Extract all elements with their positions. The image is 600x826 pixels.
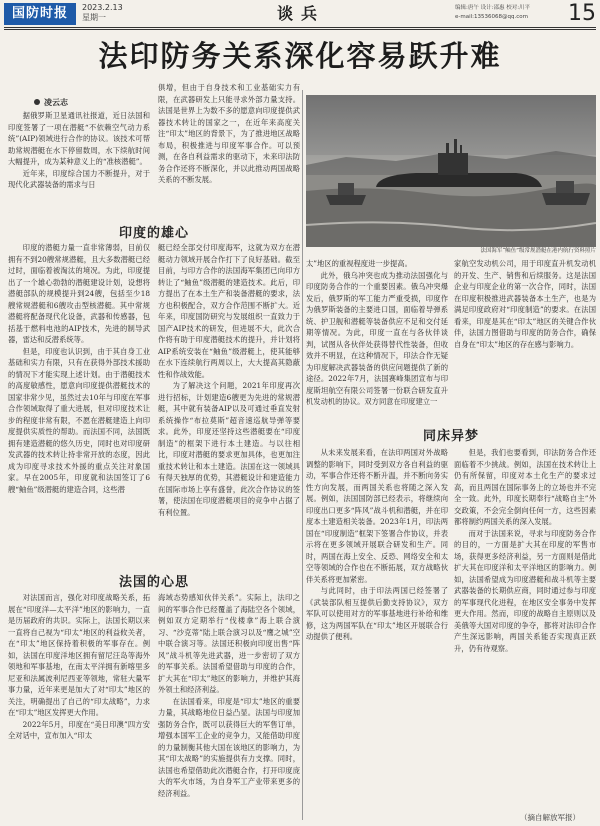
paragraph: 为了解决这个问题，2021年印度再次进行招标，计划建造6艘更为先进的常规潜艇，其中就有装备AIP以及可通过垂直发射系统操作“布拉莫斯”超音速巡航导弹等要求。此外，印度还坚持这些潜艇要在“印度制造”的框架下进行本土建造。与以往相比，印度对潜艇的要求更加具体，也更加注重技术转让和本土建造。法国在这一领域具有得天独厚的优势，其潜艇设计和建造能力在国际市场上享有盛誉，此次合作协议的签署，使法国在印度潜艇项目的竞争中占据了有利位置。 [158, 381, 300, 517]
paragraph: 家航空发动机公司，用于印度直升机发动机的开发、生产、销售和后续服务。这是法国企业与印度企业的第一次合作，同时，法国在印度积极推进武器装备本土生产，也是为满足印度政府对“印度制造”的要求。在法国看来，印度是其在“印太”地区的关键合作伙伴，法国力图借助与印度的防务合作，确保自身在“印太”地区的存在感与影响力。 [454, 259, 596, 349]
paragraph: 海域态势感知伙伴关系”。实际上，法印之间的军事合作已经覆盖了海陆空各个领域，例如双方定期举行“伐楼拿”海上联合演习、“沙克蒂”陆上联合演习以及“鹰之城”空中联合演习等。法国还积极向印度出售“阵风”战斗机等先进武器，进一步密切了双方的军事关系。法国希望借助与印度的合作，扩大其在“印太”地区的影响力，并维护其海外领土和经济利益。 [158, 593, 300, 694]
issue-date [82, 3, 123, 23]
paragraph: 印度的潜艇力量一直非常薄弱，目前仅拥有不到20艘常规潜艇，且大多数潜艇已经过时，面临着被淘汰的境况。为此，印度提出了一个雄心勃勃的潜艇建设计划，设想将潜艇部队的规模提升到24艘，包括至少18艘常规潜艇和6艘攻击型核潜艇。其中常规潜艇将配备现代化设备，武器和传感器，包括基于燃料电池的AIP技术，先进的制导武器，雷达和反潜系统等。 [8, 243, 150, 344]
paragraph: 但是，印度也认识到，由于其自身工业基础和实力有限，只有在获得外部技术援助的情况下才能实现上述计划。由于潜艇技术的高度敏感性，愿意向印度提供潜艇技术的国家非常少见，虽然过去10年与印度在军事合作领域取得了重大进展，但对印度技术让步的程度非常有限，不愿在潜艇建造上向印度提供实质性的帮助。而法国不同，法国既拥有建造潜艇的悠久历史，同时也对印度研发武器的技术转让持非常开放的态度，因此成为印度寻求技术外援的重点关注对象国家。早在2005年，印度就和法国签订了6艘“鲉鱼”级潜艇的建造合同，这些潜 [8, 346, 150, 494]
paragraph: 2022年5月，印度在“美日印澳”四方安全对话中，宣布加入“印太 [8, 719, 150, 740]
diff-column-2 [454, 258, 596, 446]
submarine-photo [306, 95, 596, 247]
paragraph: 据俄罗斯卫星通讯社报道，近日法国和印度签署了一项在潜艇“不依赖空气动力系统”(AIP)领域进行合作的协议。该技术可帮助常规潜艇在水下停留数周，水下续航时间大幅提升，成为某种意义上的“准核潜艇”。 [8, 111, 150, 166]
author-byline [34, 97, 68, 108]
email-text: e-mail:13536068@qq.com [455, 14, 528, 20]
paragraph: 俱增，但由于自身技术和工业基础实力有限，在武器研发上只能寻求外部力量支持。法国是世界上为数不多的愿意向印度提供武器技术转让的国家之一，在近年来高度关注“印太”地区的背景下，为了推进地区战略布局，积极推进与印度军事合作。可以预测，在各自利益需求的驱动下，未来印法防务合作还将不断深化，并以此推动两国战略关系的不断发展。 [158, 83, 300, 184]
paragraph: 艇已经全部交付印度海军，这就为双方在潜艇动力领域开展合作打下了良好基础。截至目前，与印方合作的法国海军集团已向印方转让了“鲉鱼”级潜艇的建造技术。此后，印方提出了在本土生产和装备潜艇的要求，法方也积极配合，双方合作范围不断扩大。近年来，印度国防研究与发展组织一直致力于国产AIP技术的研发，但进展不大，此次合作将有助于印度潜艇技术的提升，并计划将AIP系统安装在“鲉鱼”级潜艇上，使其能够在水下连续航行两周以上，大大提高其隐蔽性和作战效能。 [158, 243, 300, 379]
paragraph: 对法国而言，强化对印度战略关系，拓展在“印度洋—太平洋”地区的影响力，一直是历届政府的共识。实际上，法国长期以来一直将自己视为“印太”地区的利益攸关者，在“印太”地区保持着积极的军事存在。例如，法国在印度洋地区拥有留尼汪岛等海外领地和军事基地，在南太平洋拥有新喀里多尼亚和法属波利尼西亚等领地，常驻大量军事力量，近年来更是加大了对“印太”地区的关注，明确提出了自己的“印太战略”，力求在“印太”地区发挥更大作用。 [8, 593, 150, 717]
intro-column-1 [8, 110, 150, 216]
author-name: 凌云志 [44, 98, 68, 107]
paragraph: 与此同时，由于印法两国已经签署了《武装部队相互提供后勤支持协议》，双方军队可以使用对方的军事基地进行补给和维修，这为两国军队在“印太”地区开展联合行动提供了便利。 [306, 586, 448, 641]
paragraph: 但是，我们也要看到，印法防务合作还面临着不少挑战。例如，法国在技术转让上仍有所保留，印度对本土化生产的要求过高，而且两国在国际事务上的立场也并不完全一致。此外，印度长期奉行“战略自主”外交政策，不会完全倒向任何一方，这些因素都将制约两国关系的深入发展。 [454, 448, 596, 526]
subhead-differences: 同床异梦 [422, 429, 479, 444]
france-column-1 [8, 592, 150, 822]
subhead-france: 法国的心思 [118, 575, 189, 590]
paragraph: 近年来，印度综合国力不断提升，对于现代化武器装备的需求与日 [8, 168, 150, 189]
article-headline: 法印防务关系深化容易跃升难 [98, 39, 502, 73]
editor-credits [455, 4, 585, 22]
date-text: 2023.2.13 [82, 3, 123, 12]
editors-text: 编辑:唐午 设计:邵惠 校对:川平 [455, 5, 531, 11]
paragraph: 在法国看来，印度是“印太”地区的重要力量，其战略地位日益凸显。法国与印度加强防务合作，既可以获得巨大的军售订单，增强本国军工企业的竞争力，又能借助印度的力量制衡其他大国在该地区的影响力，为其“印太战略”的实施提供有力支撑。同时，法国也希望借助此次潜艇合作，打开印度庞大的军火市场，为自身军工产业带来更多的经济利益。 [158, 696, 300, 798]
weekday-text: 星期一 [82, 13, 106, 22]
france-column-2 [158, 592, 300, 822]
subhead-india: 印度的雄心 [118, 226, 189, 241]
section-title: 谈兵 [276, 4, 325, 23]
masthead [0, 0, 600, 30]
submarine-illustration [306, 95, 596, 247]
paragraph: 太”地区的重视程度进一步提高。 [306, 259, 412, 268]
diff-column-4 [454, 447, 596, 809]
masthead-rule [4, 27, 596, 28]
bullet-icon [34, 99, 40, 105]
intro-column-2 [158, 82, 300, 216]
column-divider [302, 90, 303, 820]
india-column-1 [8, 242, 150, 562]
diff-column-3 [306, 447, 448, 809]
india-column-2 [158, 242, 300, 562]
source-signature: （摘自解放军报） [520, 813, 580, 822]
paragraph: 而对于法国来说，寻求与印度防务合作的目的，一方面是扩大其在印度的军售市场，获得更多经济利益，另一方面则是借此扩大其在印度洋和太平洋地区的影响力。例如，法国希望成为印度潜艇和战斗机等主要武器装备的长期供应商，同时通过参与印度的军事现代化进程，在地区安全事务中发挥更大作用。然而，印度的战略自主原则以及美俄等大国对印度的争夺，都将对法印合作产生深远影响，两国关系能否实现真正跃升，仍有待观察。 [454, 528, 596, 653]
paragraph: 从未来发展来看，在法印两国对外战略调整的影响下，同时受到双方各自利益的驱动，军事合作还将不断升温，并不断向务实性方向发展，而两国关系也将随之深入发展。例如，法国国防部已经表示，将继续向印度出口更多“阵风”战斗机和潜艇，并在印度本土建造相关装备。2023年1月，印法两国在“印度制造”框架下签署合作协议，并表示将在更多领域开展联合研发和生产。同时，两国在海上安全、反恐、网络安全和太空等领域的合作也在不断拓展，双方战略伙伴关系将更加紧密。 [306, 448, 448, 584]
page-number: 15 [568, 1, 596, 26]
photo-caption: 法国海军“鲉鱼”级常规潜艇在港内航行资料照片 [480, 248, 596, 254]
paragraph: 此外，俄乌冲突也成为推动法国强化与印度防务合作的一个重要因素。俄乌冲突爆发后，俄罗斯的军工能力严重受损，印度作为俄罗斯装备的主要进口国，面临着导弹系统、护卫舰和潜艇等装备供应不足和交付延期等情况。为此，印度一直在与各伙伴谈判，试图从各伙伴处获得替代性装备，但收效并不明显，在这种情况下，印法合作无疑为印度解决武器装备的供应问题提供了新的途径。2022年7月，法国赛峰集团宣布与印度斯坦航空有限公司签署一份联合研发直升机发动机的协议。双方同意在印度建立一 [306, 270, 448, 406]
newspaper-logo: 国防时报 [4, 3, 76, 25]
masthead-rule-2 [4, 29, 596, 30]
diff-column-1 [306, 258, 448, 446]
